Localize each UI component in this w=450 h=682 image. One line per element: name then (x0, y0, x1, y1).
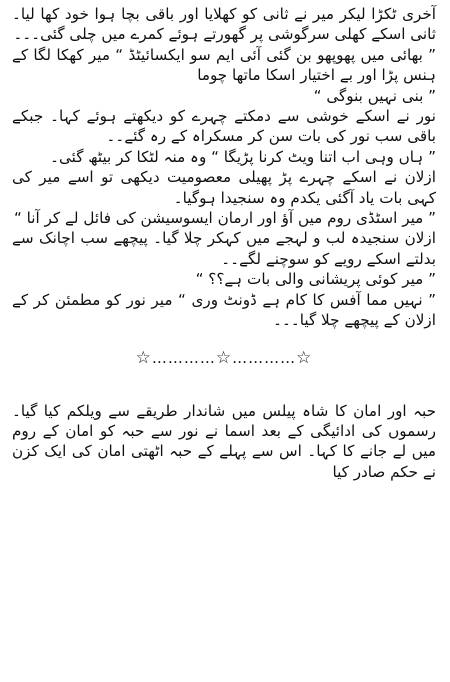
paragraph: ” بنی نہیں بنوگی “ (313, 86, 436, 105)
paragraph: ” بھائی میں پھوپھو بن گئی آئی ایم سو ایکسائیٹڈ “ میر کھکا لگا کے ہنس پڑا اور بے اختیار اسکا ماتھا چوما (12, 45, 436, 85)
story-section-top (12, 4, 436, 331)
paragraph: حبہ اور امان کا شاہ پیلس میں شاندار طریقے سے ویلکم کیا گیا۔ رسموں کی ادائیگی کے بعد اسما نے نور سے حبہ کو امان کے روم میں لے جانے کا کہا۔ اس سے پہلے کے حبہ اٹھتی امان کی ایک کزن نے حکم صادر کیا (12, 401, 436, 481)
paragraph: آخری ٹکڑا لیکر میر نے ثانی کو کھلایا اور باقی بچا ہوا خود کھا لیا۔ ثانی اسکے کھلی سرگوشی پر گھورتے ہوئے کمرے میں چلی گئی۔۔۔ (12, 5, 436, 44)
story-section-bottom (12, 401, 436, 483)
star-icon: ☆ (135, 347, 152, 368)
paragraph: ” نہیں مما آفس کا کام ہے ڈونٹ وری “ میر نور کو مطمئن کر کے ازلان کے پیچھے چلا گیا۔۔۔ (12, 290, 436, 330)
paragraph: نور نے اسکے خوشی سے دمکتے چہرے کو دیکھتے ہوئے کہا۔ جبکے باقی سب نور کی بات سن کر مسکراہ کے رہ گئے۔۔ (12, 107, 436, 146)
scene-divider (12, 347, 436, 369)
paragraph: ازلان سنجیدہ لب و لہجے میں کہکر چلا گیا۔ پیچھے سب اچانک سے بدلتے اسکے رویے کو سوچنے لگے۔۔ (12, 229, 436, 268)
star-icon: ☆ (215, 347, 233, 368)
paragraph: ازلان نے اسکے چہرے پڑ پھیلی معصومیت دیکھی تو اسے میر کی کہی بات یاد آگئی یکدم وہ سنجیدا ہوگیا۔ (12, 168, 436, 207)
paragraph: ” میر اسٹڈی روم میں آؤ اور ارمان ایسوسیشن کی فائل لے کر آنا “ (13, 209, 436, 228)
divider-dots: ………… (151, 348, 216, 367)
star-icon: ☆ (296, 347, 313, 368)
paragraph: ” ہاں وہی اب اتنا ویٹ کرنا پڑیگا “ وہ منہ لٹکا کر بیٹھ گئی۔ (50, 147, 436, 166)
divider-dots: ………… (232, 348, 297, 367)
paragraph: ” میر کوئی پریشانی والی بات ہے؟؟ “ (195, 270, 436, 289)
